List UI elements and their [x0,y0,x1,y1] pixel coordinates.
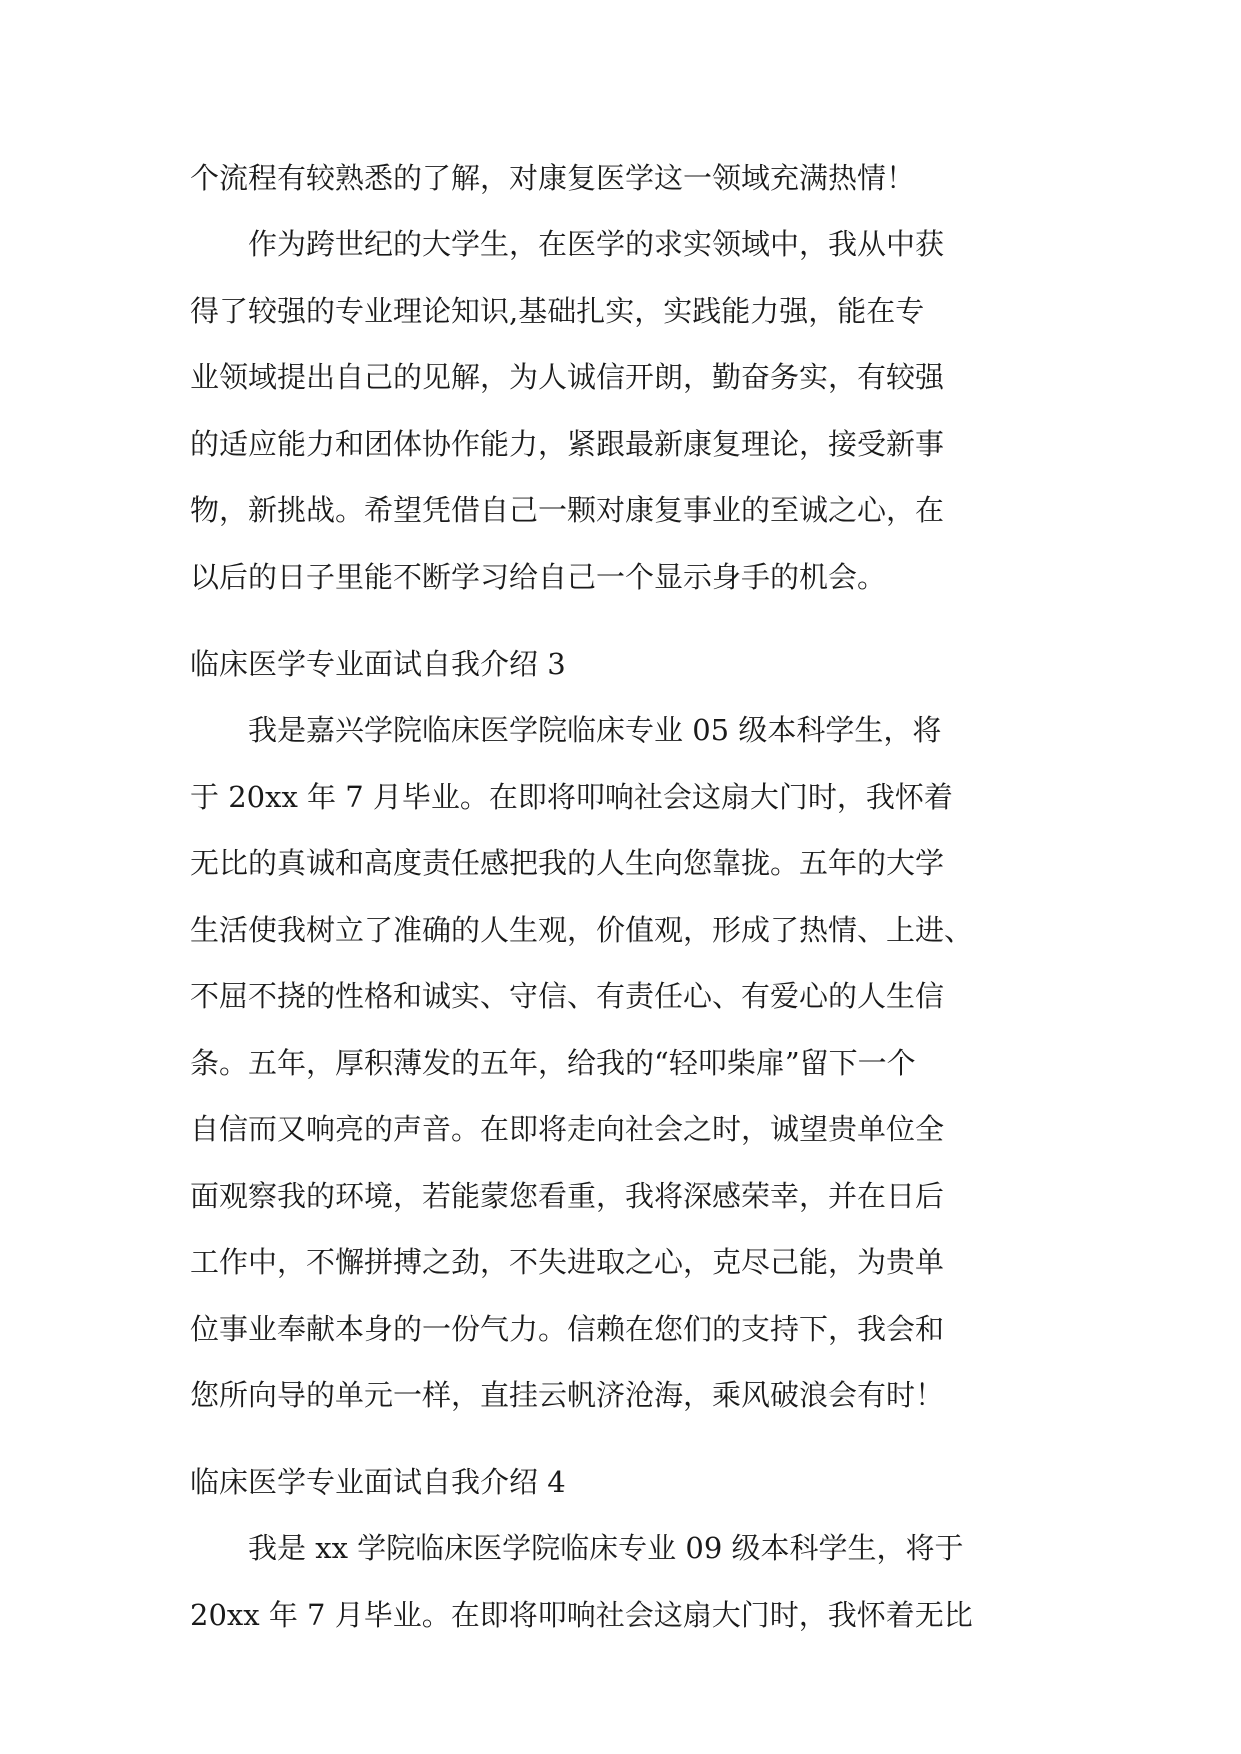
paragraph-line: 位事业奉献本身的一份气力。信赖在您们的支持下，我会和 [190,1312,945,1346]
paragraph-line: 作为跨世纪的大学生，在医学的求实领域中，我从中获 [248,227,945,261]
paragraph-line: 个流程有较熟悉的了解，对康复医学这一领域充满热情！ [190,161,916,195]
paragraph-line: 物，新挑战。希望凭借自己一颗对康复事业的至诚之心，在 [190,493,945,527]
paragraph-line: 20xx 年 7 月毕业。在即将叩响社会这扇大门时，我怀着无比 [190,1598,973,1632]
paragraph-line: 的适应能力和团体协作能力，紧跟最新康复理论，接受新事 [190,427,945,461]
paragraph-line: 工作中，不懈拼搏之劲，不失进取之心，克尽己能，为贵单 [190,1245,945,1279]
paragraph-line: 自信而又响亮的声音。在即将走向社会之时，诚望贵单位全 [190,1112,945,1146]
paragraph-line: 面观察我的环境，若能蒙您看重，我将深感荣幸，并在日后 [190,1179,945,1213]
paragraph-line: 以后的日子里能不断学习给自己一个显示身手的机会。 [190,560,887,594]
paragraph-line: 我是嘉兴学院临床医学院临床专业 05 级本科学生，将 [248,713,942,747]
paragraph-line: 业领域提出自己的见解，为人诚信开朗，勤奋务实，有较强 [190,360,945,394]
paragraph-line: 于 20xx 年 7 月毕业。在即将叩响社会这扇大门时，我怀着 [190,780,953,814]
paragraph-line: 无比的真诚和高度责任感把我的人生向您靠拢。五年的大学 [190,846,945,880]
section-heading: 临床医学专业面试自我介绍 4 [190,1465,566,1499]
paragraph-line: 您所向导的单元一样，直挂云帆济沧海，乘风破浪会有时！ [190,1378,945,1412]
paragraph-line: 生活使我树立了准确的人生观，价值观，形成了热情、上进、 [190,913,974,947]
section-heading: 临床医学专业面试自我介绍 3 [190,647,566,681]
paragraph-line: 条。五年，厚积薄发的五年，给我的“轻叩柴扉”留下一个 [190,1046,916,1080]
paragraph-line: 不屈不挠的性格和诚实、守信、有责任心、有爱心的人生信 [190,979,945,1013]
paragraph-line: 得了较强的专业理论知识,基础扎实，实践能力强，能在专 [190,294,925,328]
paragraph-line: 我是 xx 学院临床医学院临床专业 09 级本科学生，将于 [248,1531,964,1565]
